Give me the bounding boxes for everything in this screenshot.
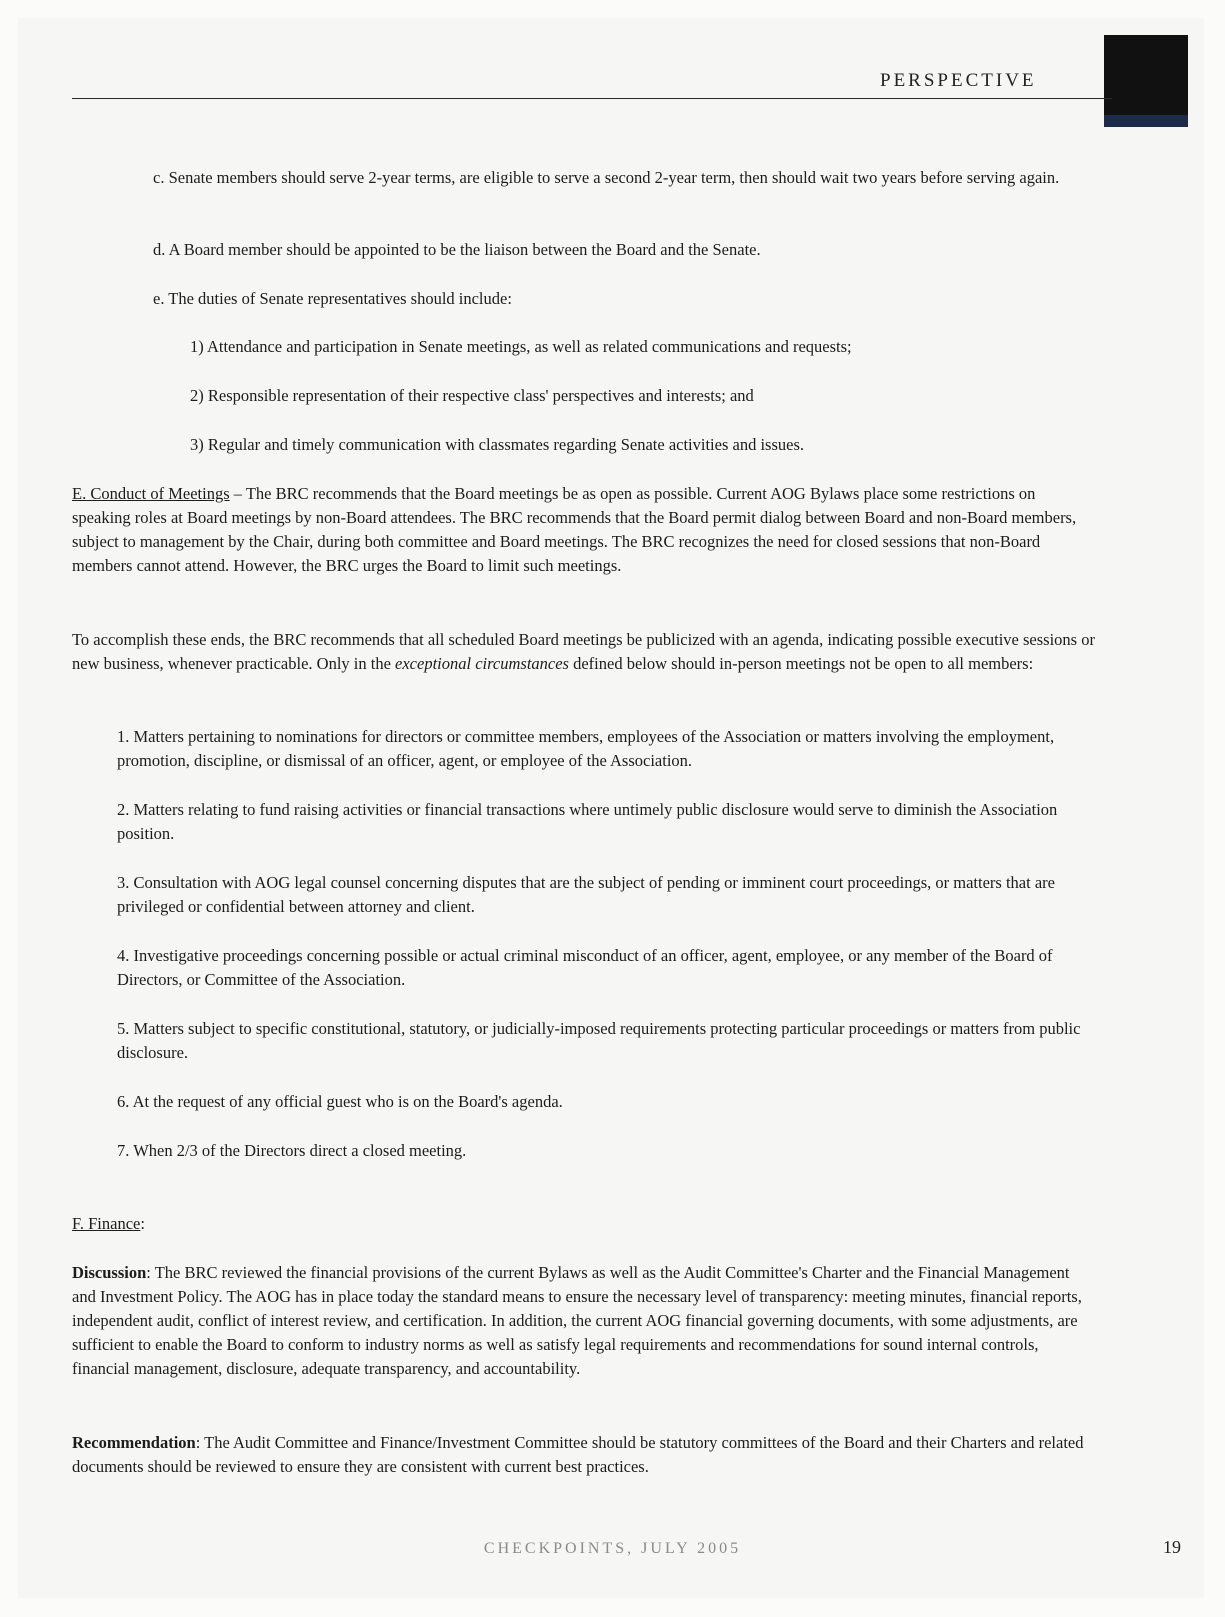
conduct-heading: E. Conduct of Meetings — [72, 484, 230, 503]
recommendation-text: : The Audit Committee and Finance/Investment Committee should be statutory committees of the Board and their Charters and related documents should be reviewed to ensure they are consistent with current best practices. — [72, 1433, 1084, 1476]
corner-tab-stripe — [1104, 115, 1188, 127]
finance-heading — [72, 1212, 472, 1236]
closed-meeting-item-4: 4. Investigative proceedings concerning possible or actual criminal misconduct of an officer, agent, employee, or any member of the Board of Directors, or Committee of the Association. — [117, 946, 1053, 989]
finance-discussion — [72, 1261, 1097, 1381]
conduct-paragraph — [72, 482, 1097, 578]
conduct-para2-start: To accomplish these ends, the BRC recommends that all scheduled Board meetings be publicized with an agenda, indicating possible executive sessions or new business, whenever practicable. Only in the — [72, 630, 1095, 673]
conduct-paragraph-2 — [72, 628, 1097, 676]
finance-heading-colon: : — [140, 1214, 145, 1233]
corner-tab-block — [1104, 35, 1188, 127]
closed-meeting-item-1: 1. Matters pertaining to nominations for directors or committee members, employees of the Association or matters involving the employment, promotion, discipline, or dismissal of an officer, agent, or employee of the Association. — [117, 727, 1055, 770]
conduct-text: – The BRC recommends that the Board meetings be as open as possible. Current AOG Bylaws place some restrictions on speaking roles at Board meetings by non-Board attendees. The BRC recommends that the Board permit dialog between Board and non-Board members, subject to management by the Chair, during both committee and Board meetings. The BRC recognizes the need for closed sessions that non-Board members cannot attend. However, the BRC urges the Board to limit such meetings. — [72, 484, 1077, 575]
discussion-label: Discussion — [72, 1263, 147, 1282]
discussion-text: : The BRC reviewed the financial provisions of the current Bylaws as well as the Audit Committee's Charter and the Financial Management and Investment Policy. The AOG has in place today the standard means to ensure the necessary level of transparency: meeting minutes, financial reports, independent audit, conflict of interest review, and certification. In addition, the current AOG financial governing documents, with some adjustments, are sufficient to enable the Board to conform to industry norms as well as satisfy legal requirements and recommendations for sound internal controls, financial management, disclosure, adequate transparency, and accountability. — [72, 1263, 1082, 1378]
finance-recommendation — [72, 1431, 1097, 1479]
senate-item-d: d. A Board member should be appointed to be the liaison between the Board and the Senate. — [153, 240, 761, 259]
closed-meeting-item-5: 5. Matters subject to specific constitutional, statutory, or judicially-imposed requirements protecting particular proceedings or matters from public disclosure. — [117, 1019, 1081, 1062]
closed-meeting-item-6: 6. At the request of any official guest who is on the Board's agenda. — [117, 1092, 563, 1111]
senate-item-c: c. Senate members should serve 2-year terms, are eligible to serve a second 2-year term, then should wait two years before serving again. — [153, 168, 1060, 187]
footer-publication: CHECKPOINTS, JULY 2005 — [483, 1540, 742, 1557]
finance-heading-text: F. Finance — [72, 1214, 141, 1233]
senate-item-e: e. The duties of Senate representatives should include: — [153, 289, 512, 308]
header-rule — [72, 98, 1112, 99]
closed-meeting-item-3: 3. Consultation with AOG legal counsel concerning disputes that are the subject of pending or imminent court proceedings, or matters that are privileged or confidential between attorney and client. — [117, 873, 1055, 916]
senate-duty-1: 1) Attendance and participation in Senate meetings, as well as related communications and requests; — [190, 337, 852, 356]
conduct-para2-end: defined below should in-person meetings not be open to all members: — [568, 654, 1034, 673]
page-number: 19 — [1163, 1537, 1181, 1557]
senate-duty-2: 2) Responsible representation of their respective class' perspectives and interests; and — [190, 386, 754, 405]
section-header-title: PERSPECTIVE — [880, 70, 1037, 91]
closed-meeting-item-7: 7. When 2/3 of the Directors direct a closed meeting. — [117, 1141, 467, 1160]
senate-duty-3: 3) Regular and timely communication with classmates regarding Senate activities and issues. — [190, 435, 805, 454]
recommendation-label: Recommendation — [72, 1433, 196, 1452]
conduct-para2-emphasis: exceptional circumstances — [395, 654, 569, 673]
closed-meeting-item-2: 2. Matters relating to fund raising activities or financial transactions where untimely public disclosure would serve to diminish the Association position. — [117, 800, 1058, 843]
